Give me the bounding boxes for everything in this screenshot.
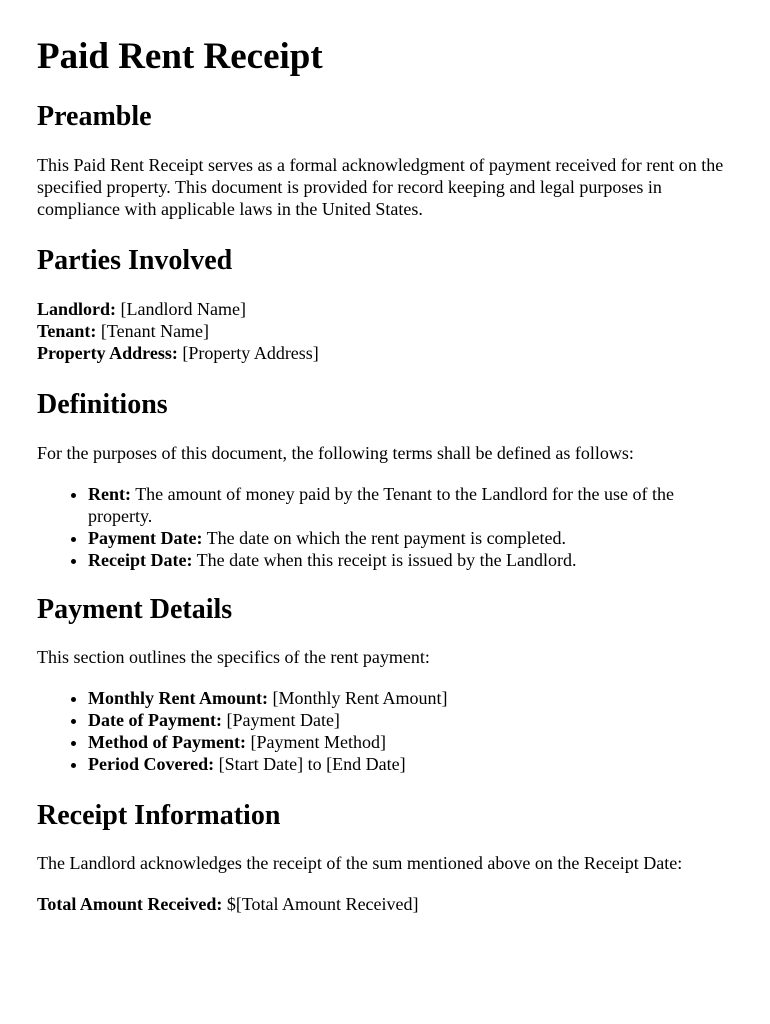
- payment-intro: This section outlines the specifics of the rent payment:: [37, 647, 430, 667]
- receipt-text: The Landlord acknowledges the receipt of the sum mentioned above on the Receipt Date:: [37, 853, 683, 873]
- list-item: [88, 549, 737, 571]
- party-value: [Tenant Name]: [100, 321, 210, 341]
- list-item: [88, 527, 737, 549]
- parties-block: [37, 298, 737, 364]
- party-row-tenant: [37, 321, 209, 341]
- payment-list: [37, 687, 737, 775]
- receipt-heading: Receipt Information: [37, 800, 281, 831]
- definition-term: Receipt Date:: [88, 550, 193, 570]
- payment-label: Monthly Rent Amount:: [88, 688, 269, 708]
- party-row-landlord: [37, 299, 246, 319]
- parties-heading: Parties Involved: [37, 245, 233, 276]
- payment-heading: Payment Details: [37, 594, 233, 625]
- definitions-heading: Definitions: [37, 389, 168, 420]
- definition-term: Payment Date:: [88, 528, 203, 548]
- party-label: Tenant:: [37, 321, 97, 341]
- total-amount-line: [37, 893, 737, 915]
- list-item: [88, 687, 737, 709]
- payment-label: Period Covered:: [88, 754, 215, 774]
- party-value: [Landlord Name]: [120, 299, 246, 319]
- payment-value: [Payment Date]: [226, 710, 340, 730]
- total-amount-label: Total Amount Received:: [37, 894, 223, 914]
- definition-text: The date on which the rent payment is completed.: [206, 528, 567, 548]
- definitions-intro: For the purposes of this document, the following terms shall be defined as follows:: [37, 443, 634, 463]
- definitions-list: [37, 483, 737, 571]
- total-amount-value: $[Total Amount Received]: [226, 894, 419, 914]
- party-label: Landlord:: [37, 299, 117, 319]
- document-title: Paid Rent Receipt: [37, 36, 323, 77]
- payment-value: [Payment Method]: [250, 732, 386, 752]
- payment-value: [Start Date] to [End Date]: [218, 754, 406, 774]
- definition-text: The date when this receipt is issued by the Landlord.: [196, 550, 577, 570]
- payment-value: [Monthly Rent Amount]: [272, 688, 448, 708]
- definition-text: The amount of money paid by the Tenant to the Landlord for the use of the property.: [88, 484, 674, 526]
- list-item: [88, 709, 737, 731]
- payment-label: Method of Payment:: [88, 732, 246, 752]
- definition-term: Rent:: [88, 484, 131, 504]
- preamble-text: This Paid Rent Receipt serves as a formal acknowledgment of payment received for rent on the specified property. This document is provided for record keeping and legal purposes in compliance with applicable laws in the United States.: [37, 155, 724, 219]
- party-value: [Property Address]: [182, 343, 319, 363]
- preamble-heading: Preamble: [37, 101, 152, 132]
- payment-label: Date of Payment:: [88, 710, 222, 730]
- list-item: [88, 731, 737, 753]
- list-item: [88, 483, 737, 527]
- list-item: [88, 753, 737, 775]
- party-row-property: [37, 343, 319, 363]
- party-label: Property Address:: [37, 343, 178, 363]
